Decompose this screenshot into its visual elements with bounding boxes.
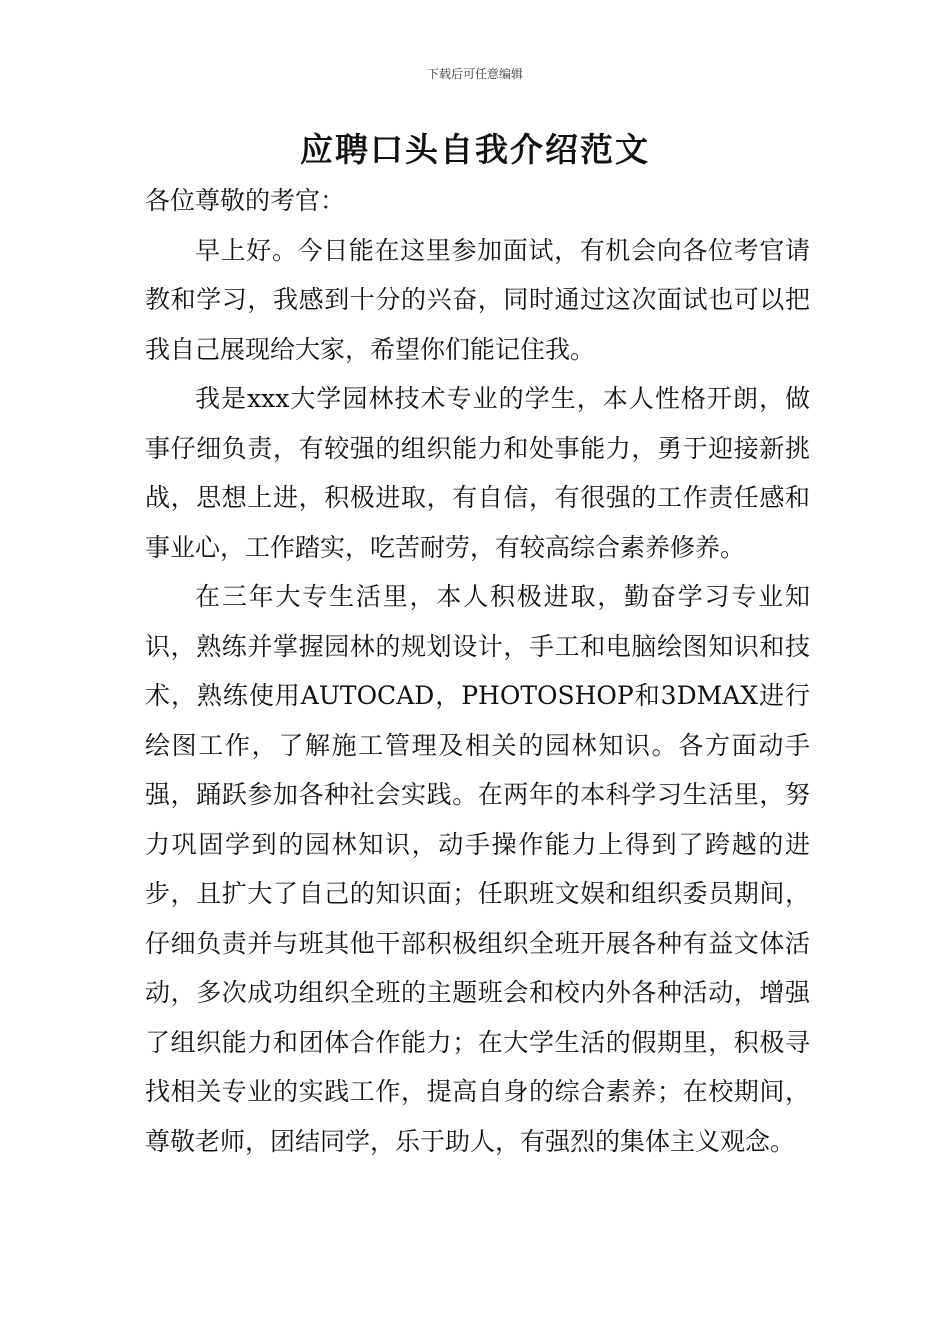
header-note: 下载后可任意编辑 [426,67,523,81]
paragraph-self-description: 我是xxx大学园林技术专业的学生，本人性格开朗，做事仔细负责，有较强的组织能力和处事能力，勇于迎接新挑战，思想上进，积极进取，有自信，有很强的工作责任感和事业心，工作踏实，吃苦耐劳，有较高综合素养修养。 [145,384,810,562]
document-body [145,176,810,1166]
document-title: 应聘口头自我介绍范文 [300,130,650,169]
paragraph-study-experience: 在三年大专生活里，本人积极进取，勤奋学习专业知识，熟练并掌握园林的规划设计，手工和电脑绘图知识和技术，熟练使用AUTOCAD，PHOTOSHOP和3DMAX进行绘图工作，了解施工管理及相关的园林知识。各方面动手强，踊跃参加各种社会实践。在两年的本科学习生活里，努力巩固学到的园林知识，动手操作能力上得到了跨越的进步，且扩大了自己的知识面；任职班文娱和组织委员期间，仔细负责并与班其他干部积极组织全班开展各种有益文体活动，多次成功组织全班的主题班会和校内外各种活动，增强了组织能力和团体合作能力；在大学生活的假期里，积极寻找相关专业的实践工作，提高自身的综合素养；在校期间，尊敬老师，团结同学，乐于助人，有强烈的集体主义观念。 [145,582,810,1156]
greeting-line: 各位尊敬的考官： [145,186,346,215]
paragraph-greeting-intro: 早上好。今日能在这里参加面试，有机会向各位考官请教和学习，我感到十分的兴奋，同时通过这次面试也可以把我自己展现给大家，希望你们能记住我。 [145,235,810,364]
